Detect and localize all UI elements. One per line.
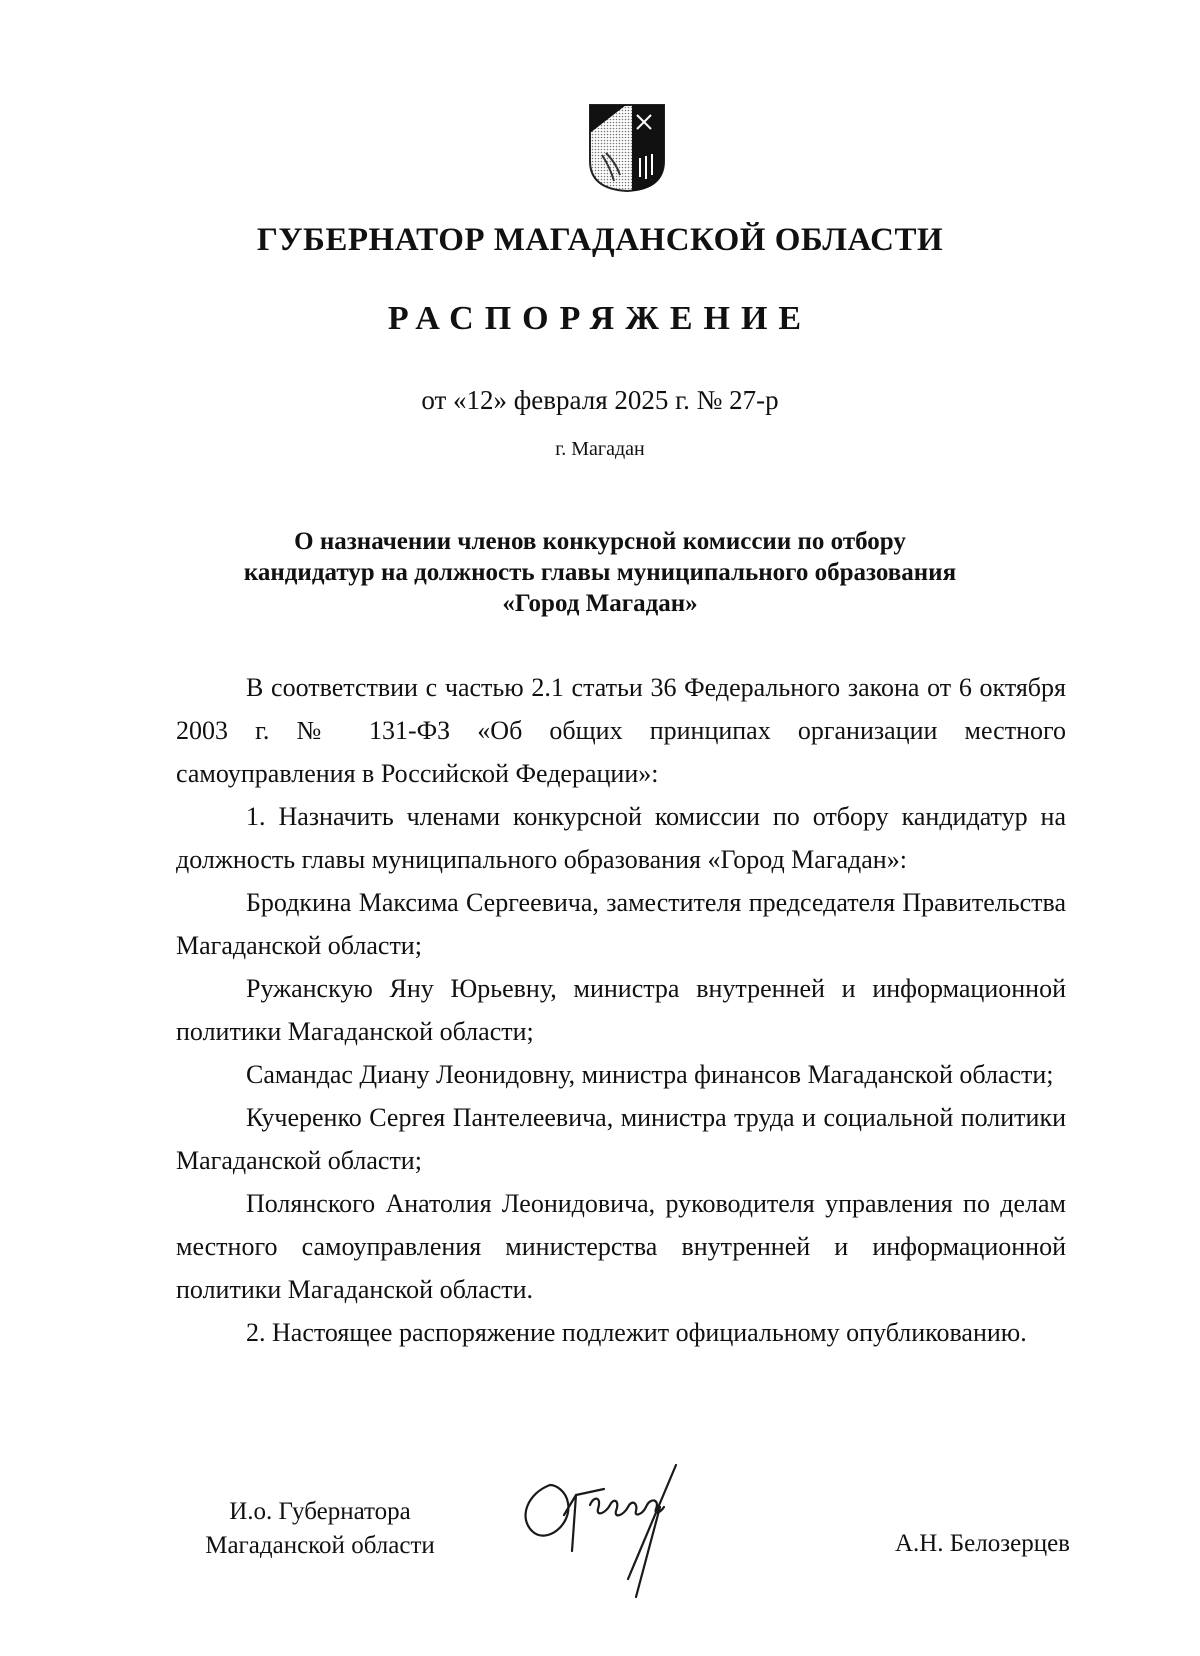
document-type: РАСПОРЯЖЕНИЕ [387,300,813,337]
member-paragraph: Полянского Анатолия Леонидовича, руководителя управления по делам местного самоуправления министерства внутренней и информационной политики Магаданской области. [176,1189,1066,1304]
document-date-number: от «12» февраля 2025 г. № 27-р [421,385,779,415]
item-2-paragraph: 2. Настоящее распоряжение подлежит официальному опубликованию. [246,1318,1027,1347]
signer-position [180,1495,460,1563]
org-title: ГУБЕРНАТОР МАГАДАНСКОЙ ОБЛАСТИ [256,222,944,258]
subject-line: кандидатур на должность главы муниципального образования [243,559,957,586]
document-subject [160,526,1040,619]
member-paragraph: Ружанскую Яну Юрьевну, министра внутренней и информационной политики Магаданской области; [176,974,1066,1046]
subject-line: О назначении членов конкурсной комиссии по отбору [294,528,906,555]
document-place: г. Магадан [555,438,645,460]
signer-name: А.Н. Белозерцев [894,1530,1070,1557]
item-1-paragraph: 1. Назначить членами конкурсной комиссии по отбору кандидатур на должность главы муниципального образования «Город Магадан»: [176,802,1066,874]
subject-line: «Город Магадан» [502,590,698,617]
coat-of-arms-icon [588,103,666,193]
member-paragraph: Самандас Диану Леонидовну, министра финансов Магаданской области; [246,1060,1054,1089]
member-paragraph: Кучеренко Сергея Пантелеевича, министра труда и социальной политики Магаданской области; [176,1103,1066,1175]
signer-position-line: И.о. Губернатора [229,1498,411,1525]
document-body [176,666,1066,1354]
member-paragraph: Бродкина Максима Сергеевича, заместителя председателя Правительства Магаданской области; [176,888,1066,960]
signer-position-line: Магаданской области [205,1532,435,1559]
preamble-paragraph: В соответствии с частью 2.1 статьи 36 Федерального закона от 6 октября 2003 г. № 131-ФЗ «Об общих принципах организации местного самоуправления в Российской Федерации»: [176,673,1066,788]
handwritten-signature [510,1455,725,1600]
